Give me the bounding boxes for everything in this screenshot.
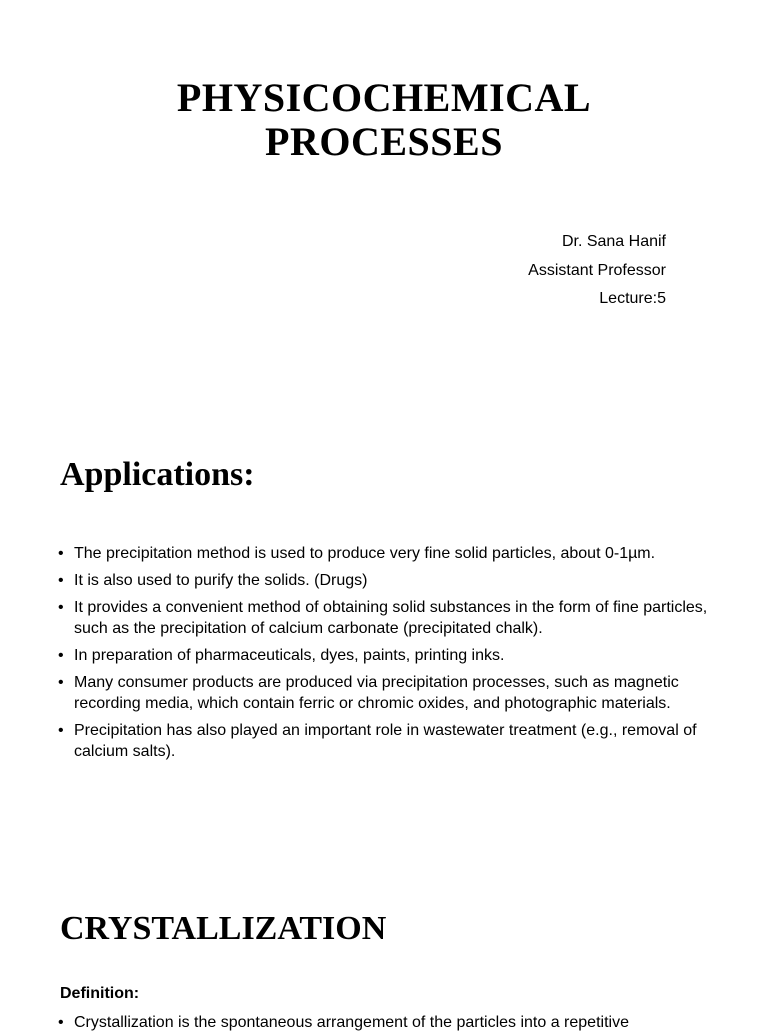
bullet-glyph: • — [58, 1014, 64, 1031]
list-item: • It is also used to purify the solids. (Drugs) — [58, 570, 708, 591]
crystallization-heading: CRYSTALLIZATION — [60, 910, 387, 947]
list-item: • Many consumer products are produced via precipitation processes, such as magnetic recording media, which contain ferric or chromic oxides, and photographic materials. — [58, 672, 708, 714]
title-line-2: PROCESSES — [265, 119, 503, 164]
list-item: • In preparation of pharmaceuticals, dyes, paints, printing inks. — [58, 645, 708, 666]
author-position: Assistant Professor — [528, 261, 666, 279]
author-name: Dr. Sana Hanif — [561, 233, 666, 250]
author-info — [528, 228, 666, 314]
slide-title-heading — [0, 76, 768, 164]
slide-title — [0, 0, 768, 400]
list-item: • Precipitation has also played an important role in wastewater treatment (e.g., removal of calcium salts). — [58, 720, 708, 762]
definition-bullet — [58, 1012, 708, 1033]
definition-label: Definition: — [60, 985, 140, 1002]
slide-applications — [0, 420, 768, 860]
applications-heading: Applications: — [60, 456, 255, 493]
list-item: • It provides a convenient method of obtaining solid substances in the form of fine particles, such as the precipitation of calcium carbonate (precipitated chalk). — [58, 597, 708, 639]
slide-crystallization — [0, 880, 768, 1031]
list-item: • The precipitation method is used to produce very fine solid particles, about 0-1µm. — [58, 543, 708, 564]
definition-text: Crystallization is the spontaneous arrangement of the particles into a repetitive — [74, 1014, 629, 1031]
applications-list — [58, 543, 708, 768]
lecture-number: Lecture:5 — [599, 290, 666, 307]
title-line-1: PHYSICOCHEMICAL — [176, 75, 592, 120]
